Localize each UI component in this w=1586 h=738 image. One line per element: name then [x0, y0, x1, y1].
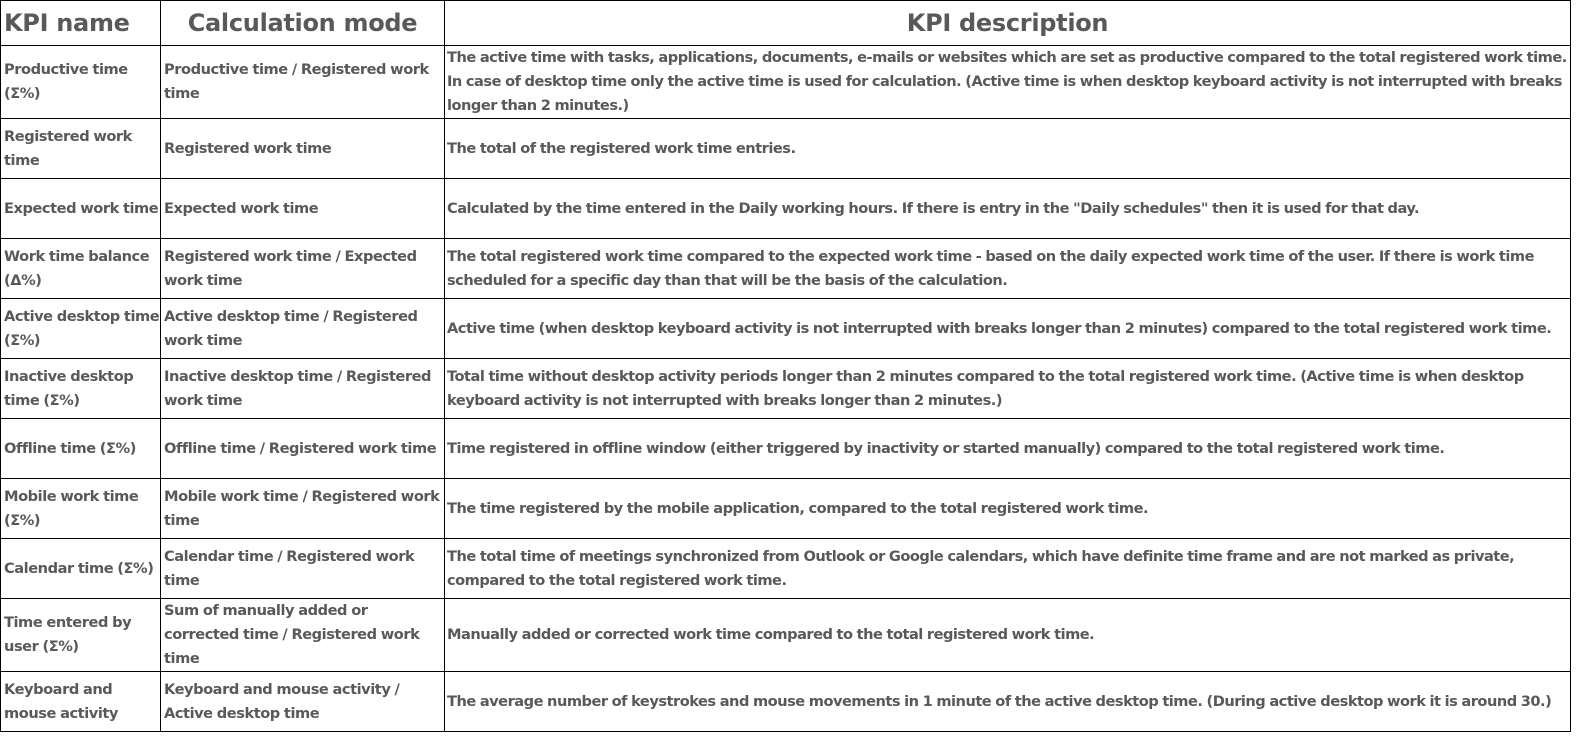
table-row	[1, 419, 1571, 479]
table-row	[1, 239, 1571, 299]
kpi-name-cell: Productive time (Σ%)	[1, 46, 161, 119]
kpi-description-cell: The total time of meetings synchronized from Outlook or Google calendars, which have definite time frame and are not marked as private, compared to the total registered work time.	[445, 539, 1571, 599]
calculation-mode-cell: Productive time / Registered work time	[161, 46, 445, 119]
kpi-description-cell: Calculated by the time entered in the Daily working hours. If there is entry in the "Daily schedules" then it is used for that day.	[445, 179, 1571, 239]
table-row	[1, 46, 1571, 119]
kpi-name-header: KPI name	[1, 1, 161, 46]
kpi-name-cell: Registered work time	[1, 119, 161, 179]
kpi-description-cell: Total time without desktop activity periods longer than 2 minutes compared to the total registered work time. (Active time is when desktop keyboard activity is not interrupted with breaks longer than 2 minutes.)	[445, 359, 1571, 419]
kpi-name-cell: Expected work time	[1, 179, 161, 239]
kpi-description-cell: The time registered by the mobile application, compared to the total registered work time.	[445, 479, 1571, 539]
calculation-mode-cell: Expected work time	[161, 179, 445, 239]
kpi-description-cell: The total of the registered work time entries.	[445, 119, 1571, 179]
kpi-name-cell: Inactive desktop time (Σ%)	[1, 359, 161, 419]
table-row	[1, 119, 1571, 179]
kpi-description-cell: Time registered in offline window (either triggered by inactivity or started manually) compared to the total registered work time.	[445, 419, 1571, 479]
calculation-mode-cell: Offline time / Registered work time	[161, 419, 445, 479]
kpi-description-header: KPI description	[445, 1, 1571, 46]
kpi-name-cell: Time entered by user (Σ%)	[1, 599, 161, 672]
calculation-mode-cell: Keyboard and mouse activity / Active desktop time	[161, 672, 445, 732]
kpi-description-cell: Active time (when desktop keyboard activity is not interrupted with breaks longer than 2 minutes) compared to the total registered work time.	[445, 299, 1571, 359]
kpi-name-cell: Calendar time (Σ%)	[1, 539, 161, 599]
calculation-mode-cell: Active desktop time / Registered work time	[161, 299, 445, 359]
kpi-name-cell: Keyboard and mouse activity	[1, 672, 161, 732]
kpi-name-cell: Active desktop time (Σ%)	[1, 299, 161, 359]
table-row	[1, 672, 1571, 732]
calculation-mode-cell: Sum of manually added or corrected time / Registered work time	[161, 599, 445, 672]
calculation-mode-header: Calculation mode	[161, 1, 445, 46]
kpi-name-cell: Offline time (Σ%)	[1, 419, 161, 479]
kpi-name-cell: Work time balance (Δ%)	[1, 239, 161, 299]
calculation-mode-cell: Registered work time	[161, 119, 445, 179]
kpi-name-cell: Mobile work time (Σ%)	[1, 479, 161, 539]
table-row	[1, 479, 1571, 539]
table-row	[1, 179, 1571, 239]
kpi-description-cell: The average number of keystrokes and mouse movements in 1 minute of the active desktop time. (During active desktop work it is around 30.)	[445, 672, 1571, 732]
kpi-description-cell: Manually added or corrected work time compared to the total registered work time.	[445, 599, 1571, 672]
table-row	[1, 599, 1571, 672]
table-row	[1, 299, 1571, 359]
table-row	[1, 359, 1571, 419]
kpi-description-cell: The active time with tasks, applications, documents, e-mails or websites which are set as productive compared to the total registered work time. In case of desktop time only the active time is used for calculation. (Active time is when desktop keyboard activity is not interrupted with breaks longer than 2 minutes.)	[445, 46, 1571, 119]
calculation-mode-cell: Calendar time / Registered work time	[161, 539, 445, 599]
table-row	[1, 539, 1571, 599]
calculation-mode-cell: Inactive desktop time / Registered work time	[161, 359, 445, 419]
kpi-description-cell: The total registered work time compared to the expected work time - based on the daily expected work time of the user. If there is work time scheduled for a specific day than that will be the basis of the calculation.	[445, 239, 1571, 299]
calculation-mode-cell: Registered work time / Expected work time	[161, 239, 445, 299]
header-row	[1, 1, 1571, 46]
calculation-mode-cell: Mobile work time / Registered work time	[161, 479, 445, 539]
